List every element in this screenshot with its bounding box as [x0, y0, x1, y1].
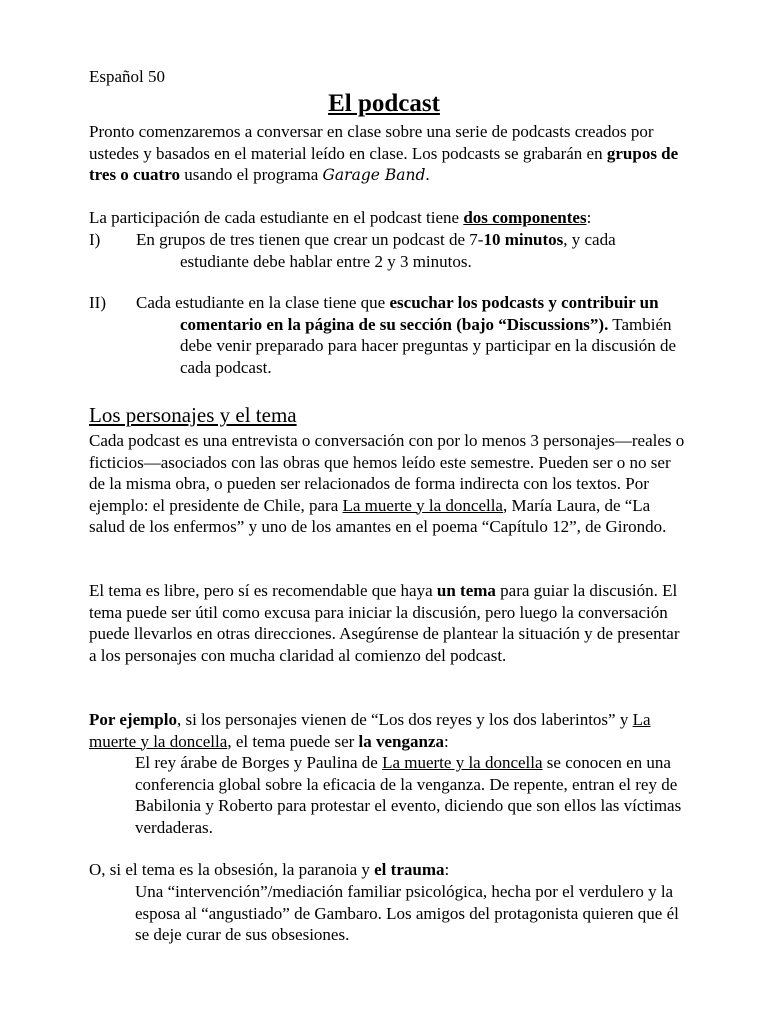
example1-paragraph: [89, 709, 688, 752]
intro-text-2: usando el programa: [179, 165, 323, 184]
example1-detail-text-2: se conocen en una conferencia global sobre la eficacia de la venganza. De repente, entran el rey de Babilonia y Roberto para protestar el evento, diciendo que son ellos las víctimas verdaderas.: [135, 753, 682, 837]
example1-detail: [135, 752, 688, 838]
example1-text-3: :: [444, 731, 449, 751]
participation-components: dos componentes: [463, 208, 587, 227]
list-number-1: I): [89, 230, 101, 249]
page-title: El podcast: [328, 90, 440, 117]
program-name: Garage Band: [322, 166, 426, 184]
participation-paragraph: [89, 207, 688, 229]
example1-detail-text-1: El rey árabe de Borges y Paulina de: [135, 753, 383, 772]
theme-bold: un tema: [436, 581, 496, 600]
example2-detail: Una “intervención”/mediación familiar psicológica, hecha por el verdulero y la esposa al “angustiado” de Gambaro. Los amigos del protagonista quieren que él se deje curar de sus obsesiones.: [135, 882, 679, 944]
example2-bold: el trauma: [374, 860, 445, 879]
example2-text-1: O, si el tema es la obsesión, la paranoia y: [89, 860, 375, 879]
item1-text-2: , y cada estudiante debe hablar entre 2 y 3 minutos.: [180, 230, 616, 271]
example1-detail-work-title: La muerte y la doncella: [382, 753, 543, 772]
example2-paragraph: [89, 859, 688, 881]
item2-bold: escuchar los podcasts y contribuir un comentario en la página de su sección (bajo “Discussions”).: [180, 293, 659, 334]
intro-text-3: .: [425, 165, 430, 184]
intro-paragraph: [89, 121, 688, 187]
example1-bold-lead: Por ejemplo: [89, 710, 177, 729]
list-body-1: [136, 229, 688, 272]
item2-text-2: También debe venir preparado para hacer preguntas y participar en la discusión de cada podcast.: [180, 314, 677, 377]
course-label: Español 50: [89, 67, 166, 86]
item1-bold: 10 minutos: [483, 230, 564, 249]
list-item-2: [89, 292, 688, 378]
theme-paragraph: [89, 580, 688, 666]
example1-work-title: La muerte y la doncella: [89, 710, 651, 751]
example1-theme-bold: la venganza: [358, 731, 445, 751]
theme-text-2: para guiar la discusión. El tema puede ser útil como excusa para iniciar la discusión, pero luego la conversación puede llevarlos en otras direcciones. Asegúrense de plantear la situación y de presentar a los personajes con mucha claridad al comienzo del podcast.: [89, 581, 680, 665]
item1-text-1: En grupos de tres tienen que crear un podcast de 7-: [136, 230, 484, 249]
participation-text-2: :: [586, 208, 592, 227]
characters-work-title: La muerte y la doncella: [342, 495, 503, 515]
intro-text-1: Pronto comenzaremos a conversar en clase sobre una serie de podcasts creados por ustedes y basados en el material leído en clase. Los podcasts se grabarán en: [89, 122, 654, 163]
characters-text-1: Cada podcast es una entrevista o conversación con por lo menos 3 personajes—reales o ficticios—asociados con las obras que hemos leído este semestre. Pueden ser o no ser de la misma obra, o pueden ser relacionados de forma indirecta con los textos. Por ejemplo: el presidente de Chile, para: [89, 431, 685, 515]
characters-text-2: , María Laura, de “La salud de los enfermos” y uno de los amantes en el poema “Capítulo 12”, de Girondo.: [89, 495, 667, 536]
list-body-2: [136, 292, 688, 378]
section-heading: Los personajes y el tema: [89, 403, 297, 427]
item2-text-1: Cada estudiante en la clase tiene que: [136, 293, 390, 312]
intro-groups-bold: grupos de tres o cuatro: [89, 143, 679, 184]
example1-text-2: , el tema puede ser: [227, 731, 359, 751]
example2-text-2: :: [444, 860, 450, 879]
theme-text-1: El tema es libre, pero sí es recomendable que haya: [89, 581, 437, 600]
characters-paragraph: [89, 430, 688, 538]
example1-text-1: , si los personajes vienen de “Los dos reyes y los dos laberintos” y: [176, 710, 633, 729]
participation-text-1: La participación de cada estudiante en el podcast tiene: [89, 208, 464, 227]
list-number-2: II): [89, 293, 106, 312]
list-item-1: [89, 229, 688, 272]
